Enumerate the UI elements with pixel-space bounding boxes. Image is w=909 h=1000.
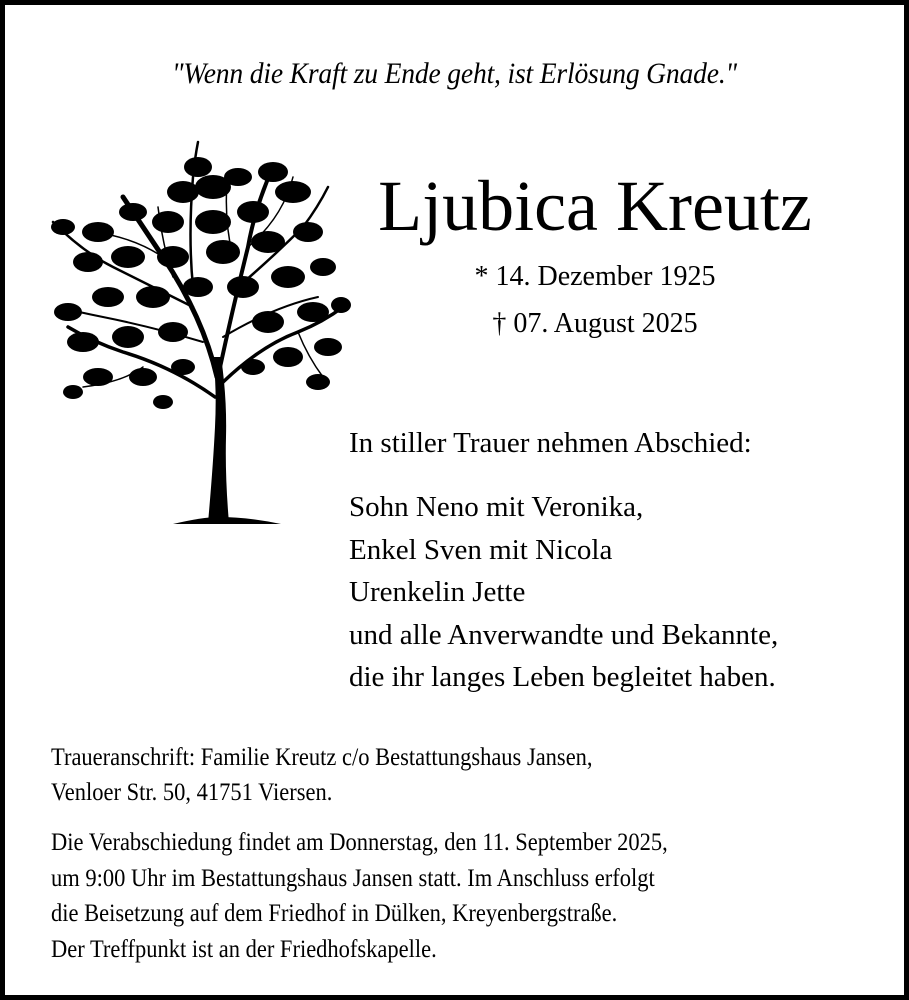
mourner-line: und alle Anverwandte und Bekannte, [349, 618, 779, 651]
ceremony-line: die Beisetzung auf dem Friedhof in Dülken, Kreyenbergstraße. [51, 900, 618, 927]
address-line: Venloer Str. 50, 41751 Viersen. [51, 779, 333, 806]
mourner-line: Urenkelin Jette [349, 576, 526, 608]
ceremony-line: Die Verabschiedung findet am Donnerstag, den 11. September 2025, [51, 829, 668, 856]
address-line: Traueranschrift: Familie Kreutz c/o Bestattungshaus Jansen, [51, 744, 593, 771]
mourning-intro: In stiller Trauer nehmen Abschied: [349, 427, 752, 459]
ceremony-details [51, 825, 668, 967]
ceremony-line: Der Treffpunkt ist an der Friedhofskapelle. [51, 935, 437, 963]
mourner-line: Sohn Neno mit Veronika, [349, 491, 644, 523]
motto-quote: "Wenn die Kraft zu Ende geht, ist Erlösung Gnade." [172, 57, 737, 90]
tree-icon [43, 137, 353, 529]
ceremony-line: um 9:00 Uhr im Bestattungshaus Jansen statt. Im Anschluss erfolgt [51, 864, 655, 892]
mourner-line: Enkel Sven mit Nicola [349, 533, 613, 566]
mourning-address [51, 740, 593, 810]
mourners-list [349, 486, 778, 699]
birth-date: * 14. Dezember 1925 [474, 261, 716, 292]
deceased-name: Ljubica Kreutz [378, 166, 812, 246]
mourner-line: die ihr langes Leben begleitet haben. [349, 661, 776, 693]
death-date: † 07. August 2025 [492, 308, 698, 339]
